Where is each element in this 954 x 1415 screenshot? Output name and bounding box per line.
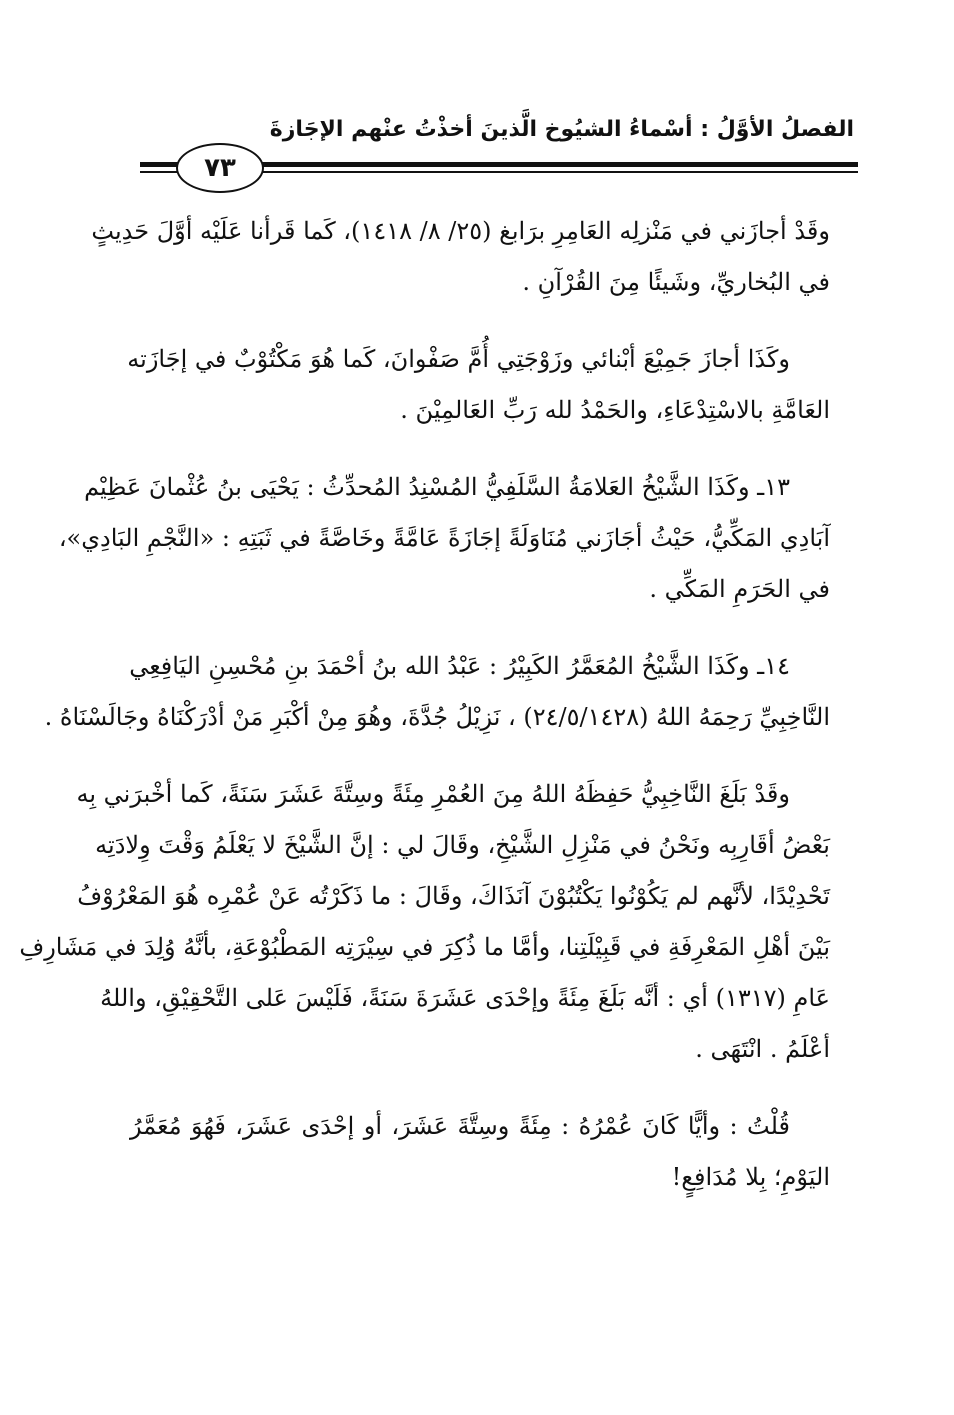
text-line: وقَدْ بَلَغَ النَّاخِبِيُّ حَفِظَهُ اللهُ مِنَ العُمْرِ مِئَةً وسِتَّةَ عَشَرَ سَنَةً، كَما أخْبرَني بِه (76, 780, 790, 808)
text-line: ١٣ـ وكَذَا الشَّيْخُ العَلامَةُ السَّلَفِيُّ المُسْنِدُ المُحدِّثُ : يَحْيَى بنُ عُثْمانَ عَظِيْم (84, 473, 790, 501)
text-line: أعْلَمُ . انْتَهَى . (695, 1035, 830, 1063)
text-line: تَحْدِيْدًا، لأنَّهم لم يَكُوْنُوا يَكْتُبُوْنَ آنَذَاكَ، وقَالَ : ما ذَكَرْتُه عَنْ عُمْرِه هُوَ المَعْرُوْفُ (77, 882, 830, 910)
text-line: اليَوْمِ؛ بِلا مُدَافِعٍ! (671, 1163, 830, 1191)
text-line: وكَذَا أجازَ جَمِيْعَ أبْنائي وزَوْجَتِي أُمَّ صَفْوانَ، كَما هُوَ مَكْتُوْبٌ في إجَازَته (127, 345, 790, 373)
paragraph-3 (58, 462, 830, 615)
running-header (269, 110, 854, 150)
text-line: في الحَرَمِ المَكِّي . (649, 575, 830, 603)
text-line: وقَدْ أجازَني في مَنْزلِه العَامِرِ برَابغ (٢٥/ ٨/ ١٤١٨)، كَما قَرأنا عَلَيْه أوَّلَ حَدِيثٍ (91, 217, 830, 245)
text-line: آبَادِي المَكِّيُّ، حَيْثُ أجَازَني مُنَاوَلَةً إجَازَةً عَامَّةً وخَاصَّةً في ثَبَتِهِ : «النَّجْمِ البَادِي»، (58, 524, 830, 552)
paragraph-5 (19, 769, 830, 1075)
text-line: بَعْضُ أقَارِبِه ونَحْنُ في مَنْزِلِ الشَّيْخِ، وقَالَ لي : إنَّ الشَّيْخَ لا يَعْلَمُ وَقْتَ وِلادَتِه (95, 831, 830, 859)
text-line: عَامِ (١٣١٧) أي : أنَّه بَلَغَ مِئَةً وإحْدَى عَشَرَةَ سَنَةً، فَلَيْسَ عَلى التَّحْقِيْقِ، واللهُ (100, 984, 830, 1012)
page-number: ٧٣ (204, 153, 236, 183)
paragraph-4 (44, 641, 830, 743)
text-line: النَّاخِبِيِّ رَحِمَهُ اللهُ (٢٤/٥/١٤٢٨) ، نَزِيْلُ جُدَّةَ، وهُوَ مِنْ أكْبَرِ مَنْ أدْرَكْنَاهُ وجَالَسْنَاهُ . (44, 703, 830, 731)
text-line: ١٤ـ وكَذَا الشَّيْخُ المُعَمَّرُ الكَبِيْرُ : عَبْدُ الله بنُ أحْمَدَ بنِ مُحْسِنِ اليَافِعِي (129, 652, 790, 680)
body-text (19, 206, 830, 1203)
paragraph-2 (127, 334, 830, 436)
text-line: في البُخاريِّ، وشَيئًا مِنَ القُرْآنِ . (522, 268, 830, 296)
text-line: العَامَّةِ بالاسْتِدْعَاءِ، والحَمْدُ لله رَبِّ العَالمِيْنَ . (400, 396, 830, 424)
chapter-title: الفصلُ الأوَّلُ : أسْماءُ الشيُوخ الَّذينَ أخذْتُ عنْهم الإجَازةَ (269, 117, 854, 142)
text-line: قُلْتُ : وأيًّا كَانَ عُمْرُهُ : مِئَةً وسِتَّةَ عَشَرَ، أو إحْدَى عَشَرَ، فَهُوَ مُعَمَّرُ (130, 1112, 790, 1140)
paragraph-6 (130, 1101, 830, 1203)
paragraph-1 (91, 206, 830, 308)
text-line: بَيْنَ أهْلِ المَعْرِفَةِ في قَبِيْلَتِنا، وأمَّا ما ذُكِرَ في سِيْرَتِه المَطْبُوْعَةِ، بأنَّهُ وُلِدَ في مَشَارِفِ (19, 933, 830, 961)
page-number-oval (176, 143, 264, 193)
